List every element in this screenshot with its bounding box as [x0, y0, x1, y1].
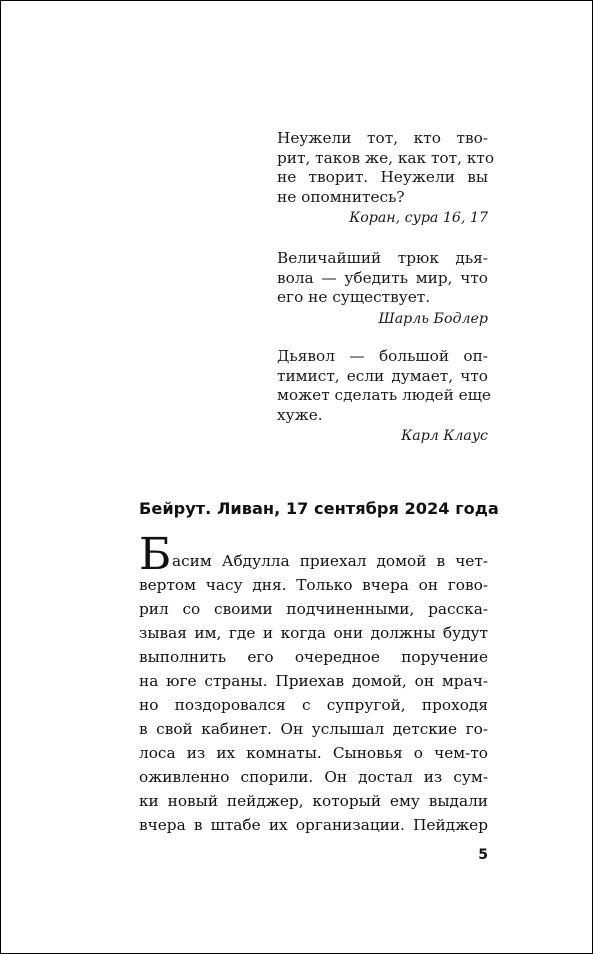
epigraph-line: не опомнитесь? — [277, 187, 405, 206]
epigraph-line: его не существует. — [277, 288, 431, 306]
epigraph-line: не творит. Неужели вы — [277, 168, 488, 186]
body-line: зывая им, где и когда они должны будут — [139, 624, 488, 642]
body-line: асим Абдулла приехал домой в чет- — [172, 552, 488, 570]
epigraph-line: рит, таков же, как тот, кто — [277, 148, 495, 167]
epigraph-baudelaire — [277, 249, 488, 329]
page-number: 5 — [478, 847, 488, 863]
epigraph-line: Неужели тот, кто тво- — [277, 129, 488, 147]
body-line: на юге страны. Приехав домой, он мрач- — [139, 672, 488, 690]
body-line: оживленно спорили. Он достал из сум- — [139, 768, 488, 786]
epigraph-quran — [277, 129, 495, 228]
epigraph-line: вола — убедить мир, что — [277, 268, 488, 287]
body-line: лоса из их комнаты. Сыновья о чем-то — [139, 744, 488, 762]
epigraph-line: может сделать людей еще — [277, 386, 491, 404]
body-line: рил со своими подчиненными, расска- — [139, 600, 488, 618]
body-line: выполнить его очередное поручение — [139, 648, 488, 666]
drop-cap-letter: Б — [139, 529, 172, 580]
chapter-body — [139, 549, 488, 837]
epigraph-line: Дьявол — большой оп- — [277, 347, 488, 365]
epigraph-attribution: Шарль Бодлер — [378, 310, 488, 327]
body-line: ки новый пейджер, который ему выдали — [139, 792, 488, 810]
epigraph-line: хуже. — [277, 405, 323, 424]
body-line: в свой кабинет. Он услышал детские го- — [139, 720, 488, 738]
body-line: вертом часу дня. Только вчера он гово- — [139, 576, 488, 594]
epigraph-attribution: Коран, сура 16, 17 — [349, 210, 488, 226]
epigraph-line: тимист, если думает, что — [277, 366, 488, 385]
epigraph-line: Величайший трюк дья- — [277, 249, 488, 267]
epigraph-attribution: Карл Клаус — [401, 428, 488, 444]
body-line: но поздоровался с супругой, проходя — [139, 696, 488, 714]
epigraph-kraus — [277, 347, 491, 446]
body-line: вчера в штабе их организации. Пейджер — [139, 816, 488, 834]
chapter-heading: Бейрут. Ливан, 17 сентября 2024 года — [139, 499, 499, 518]
